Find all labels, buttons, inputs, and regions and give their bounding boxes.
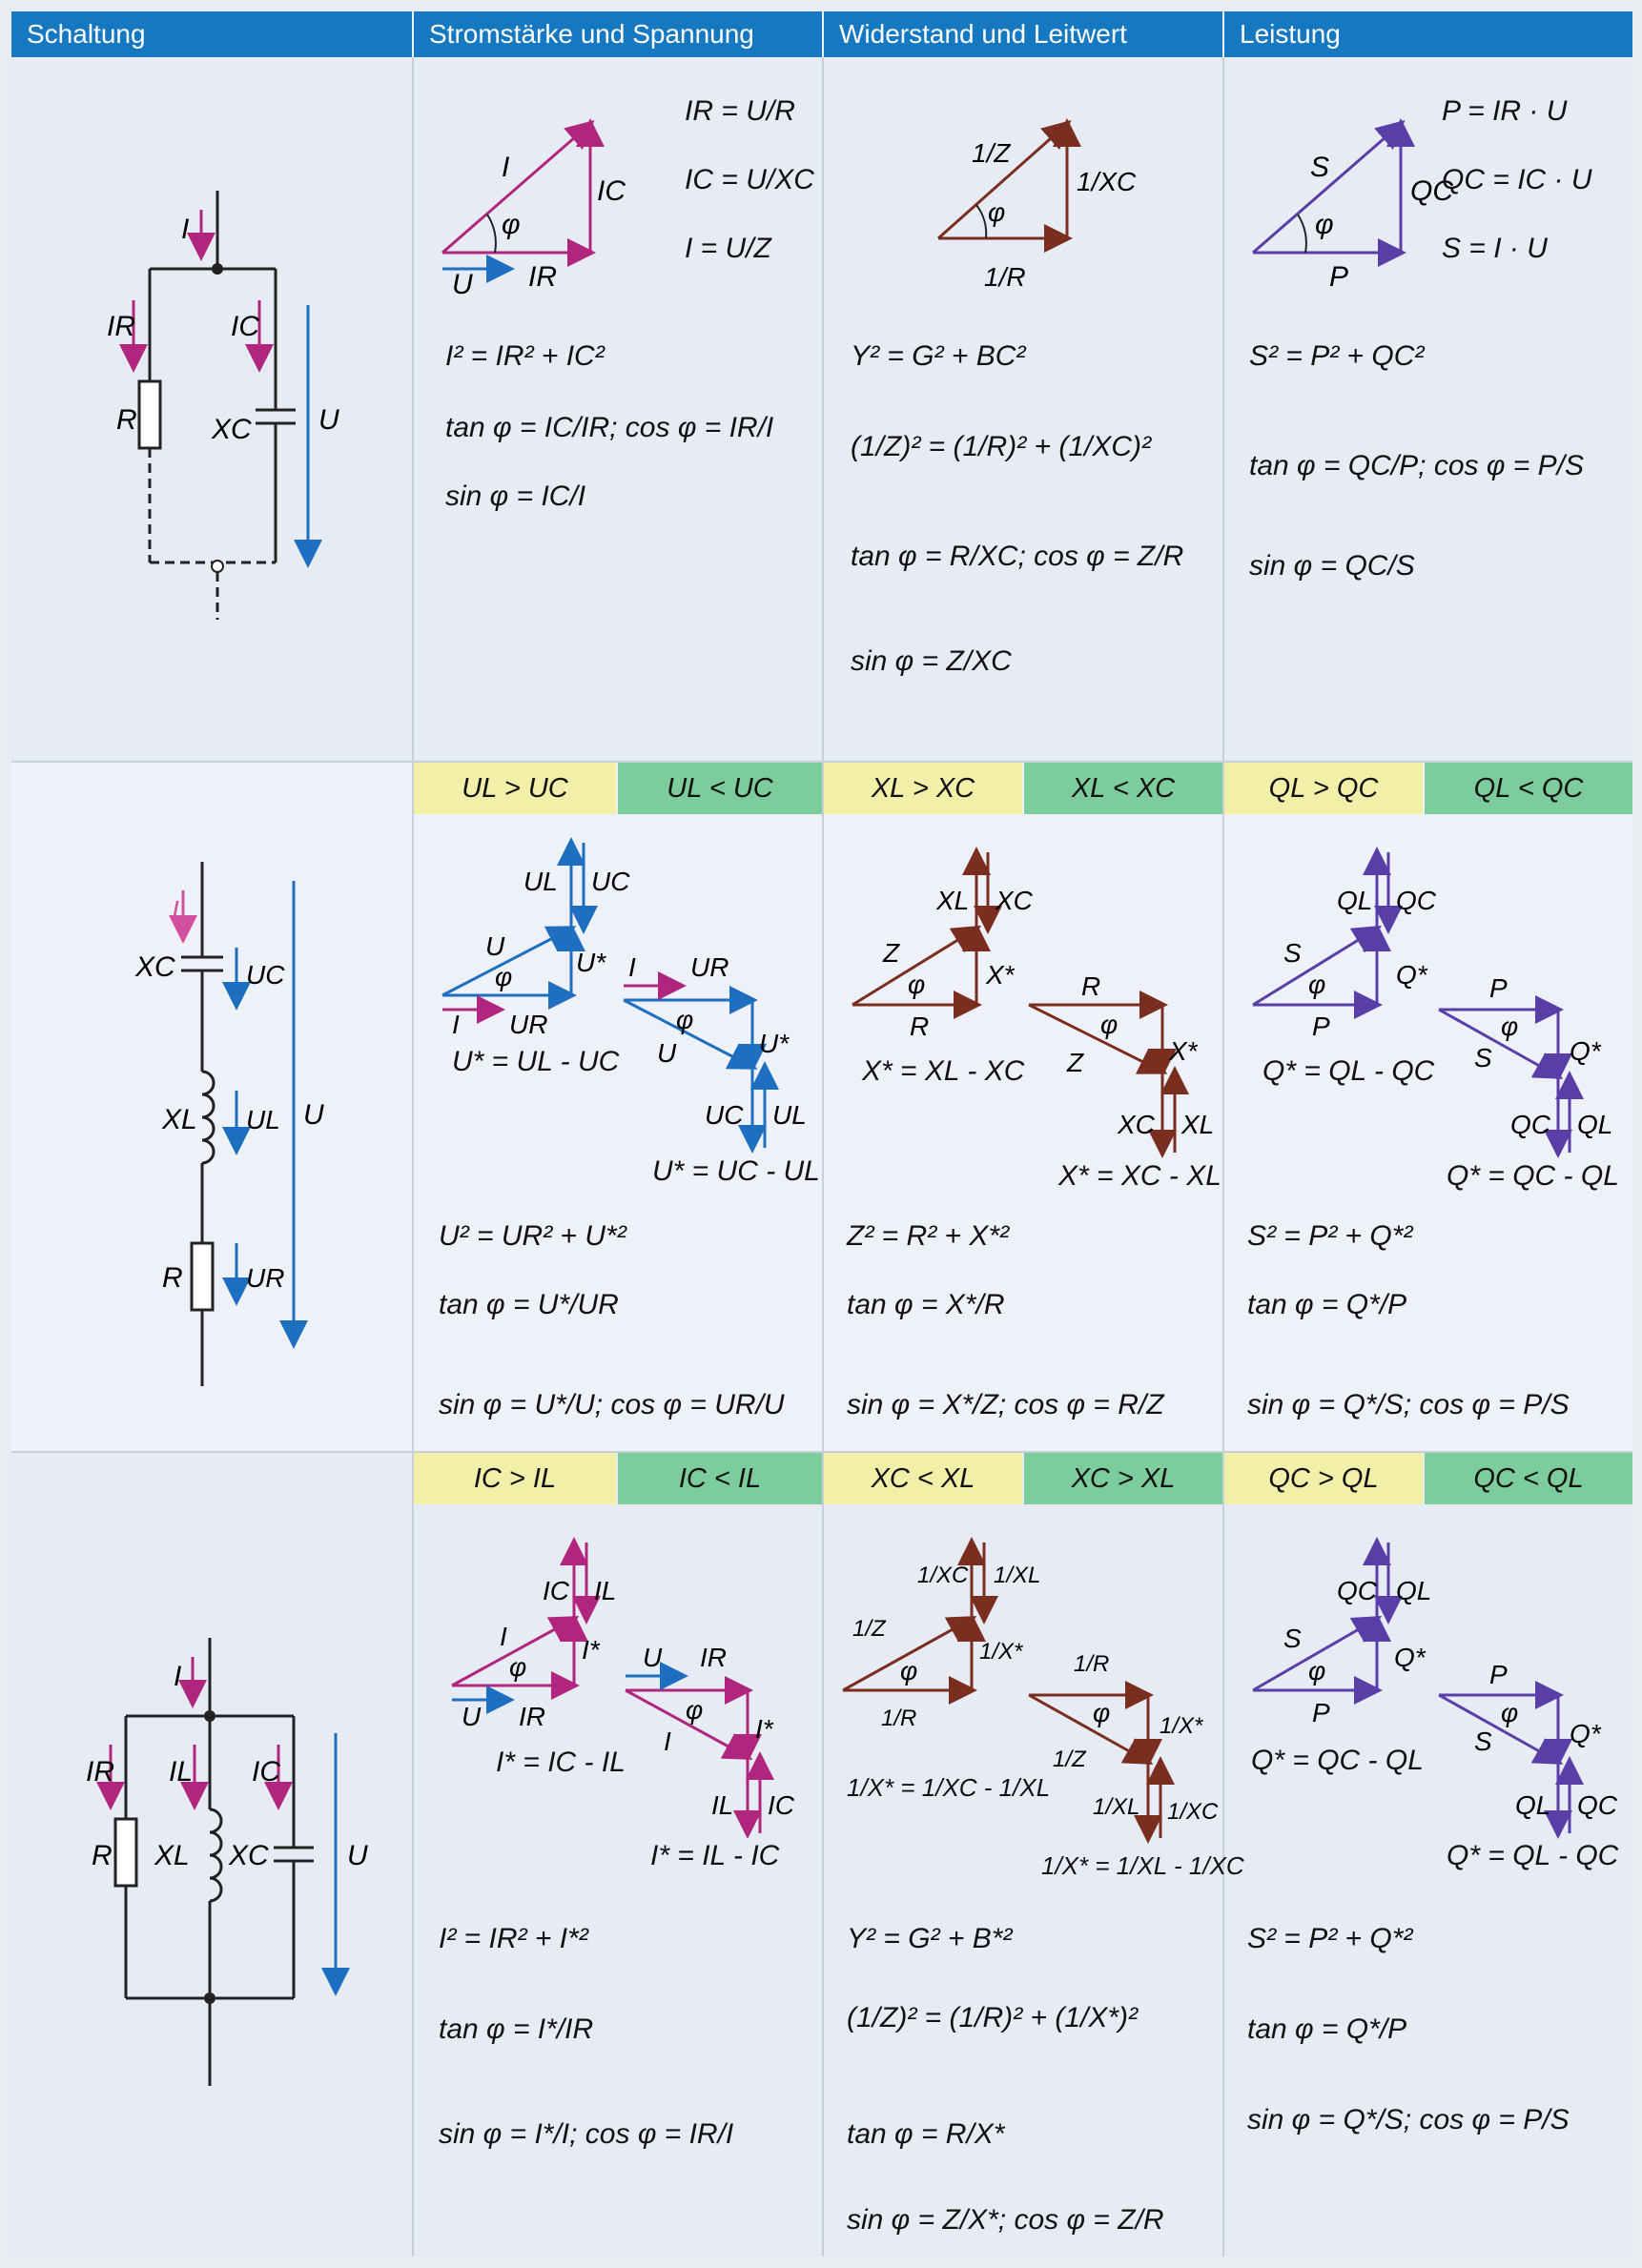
label-UR: UR [690,952,729,982]
label-IC: IC [543,1576,569,1605]
label-XC: XC [135,951,175,983]
label-QL: QL [1515,1790,1551,1820]
label-QL: QL [1337,886,1373,915]
label-S: S [1283,1624,1302,1653]
label-Qstar: Q* [1570,1036,1601,1066]
label-phi: φ [1501,1698,1519,1727]
label-phi: φ [502,209,521,240]
label-S: S [1474,1043,1492,1073]
label-R: R [910,1011,930,1041]
formula: IR = U/R [685,95,795,127]
formula: tan φ = R/XC; cos φ = Z/R [851,541,1184,572]
label-U: U [643,1643,663,1672]
label-U: U [347,1840,368,1871]
formula: 1/X* = 1/XC - 1/XL [847,1773,1051,1802]
formula: I² = IR² + IC² [445,340,605,372]
label-1-over-R: 1/R [1074,1651,1110,1677]
formula: X* = XL - XC [862,1055,1025,1087]
label-phi: φ [495,962,513,991]
header-schaltung: Schaltung [11,11,412,57]
label-U: U [462,1702,482,1731]
formula: S = I · U [1442,233,1548,264]
formula: U* = UL - UC [452,1046,620,1077]
circuit-rc-parallel [11,57,412,761]
formula: U² = UR² + U*² [439,1220,626,1252]
formula: I² = IR² + I*² [439,1923,588,1954]
condition-label: UL > UC [414,763,616,814]
label-U: U [485,931,505,961]
label-UC: UC [246,960,285,990]
formula: P = IR · U [1442,95,1568,127]
circuit-series-clr [11,814,412,1451]
formula: sin φ = X*/Z; cos φ = R/Z [847,1389,1164,1420]
label-IR: IR [107,311,135,342]
label-U: U [303,1099,324,1131]
formula: Y² = G² + BC² [851,340,1026,372]
condition-label: XC < XL [824,1453,1022,1504]
label-XC: XC [212,414,252,445]
label-QC: QC [1510,1110,1550,1139]
condition-label: XC > XL [1024,1453,1222,1504]
circuit-rlc-parallel [11,1504,412,2257]
label-1-over-Z: 1/Z [972,138,1011,168]
label-UR: UR [509,1010,548,1039]
label-XL: XL [936,886,970,915]
formula: S² = P² + Q*² [1247,1923,1413,1954]
condition-label: IC < IL [618,1453,822,1504]
label-U: U [657,1038,677,1068]
label-XL: XL [1181,1110,1215,1139]
admittance-triangles [824,1504,1222,1867]
label-QC: QC [1410,175,1453,207]
label-Istar: I* [582,1635,600,1665]
formula: sin φ = IC/I [445,480,586,512]
label-P: P [1489,973,1508,1003]
label-1-over-Xstar: 1/X* [979,1639,1023,1665]
voltage-phasor-diagrams [414,814,822,1215]
label-R: R [1081,971,1101,1001]
formula: tan φ = X*/R [847,1289,1005,1320]
label-1-over-XC: 1/XC [1167,1799,1219,1825]
formula: Y² = G² + B*² [847,1923,1013,1954]
label-IC: IC [768,1790,794,1820]
formula: sin φ = Q*/S; cos φ = P/S [1247,1389,1570,1420]
formula: I = U/Z [685,233,771,264]
label-QL: QL [1577,1110,1613,1139]
formula: sin φ = U*/U; cos φ = UR/U [439,1389,785,1420]
label-U: U [452,269,473,300]
label-phi: φ [1308,1656,1326,1686]
label-I: I [172,895,179,925]
label-R: R [116,404,137,436]
header-power: Leistung [1224,11,1632,57]
condition-label: UL < UC [618,763,822,814]
condition-label: XL < XC [1024,763,1222,814]
label-I: I [174,1661,182,1692]
label-phi: φ [1093,1698,1111,1727]
label-XC: XC [995,886,1033,915]
formula: (1/Z)² = (1/R)² + (1/X*)² [847,2002,1139,2033]
label-IR: IR [519,1702,545,1731]
power-triangles [1224,814,1632,1215]
label-Z: Z [1067,1048,1084,1077]
label-phi: φ [676,1005,694,1034]
current-phasor-diagrams [414,1504,822,1895]
label-phi: φ [509,1652,527,1682]
label-phi: φ [1100,1010,1119,1039]
label-Z: Z [883,938,900,968]
label-1-over-R: 1/R [881,1706,917,1731]
label-Ustar: U* [759,1029,790,1058]
label-UC: UC [705,1100,744,1130]
formula: Q* = QC - QL [1251,1745,1424,1776]
label-1-over-XL: 1/XL [1093,1794,1140,1820]
power-triangle [1224,57,1453,305]
label-IR: IR [700,1643,727,1672]
label-IR: IR [86,1756,114,1788]
label-phi: φ [900,1656,918,1686]
label-phi: φ [1501,1011,1519,1041]
label-phi: φ [988,197,1006,227]
formula: QC = IC · U [1442,164,1592,195]
formula: (1/Z)² = (1/R)² + (1/XC)² [851,431,1152,462]
label-UR: UR [246,1263,285,1293]
label-I: I [502,152,510,183]
label-phi: φ [1315,209,1334,240]
condition-label: QC < QL [1425,1453,1632,1504]
formula: tan φ = U*/UR [439,1289,619,1320]
label-UC: UC [591,867,630,896]
label-IR: IR [528,261,557,293]
formula: 1/X* = 1/XL - 1/XC [1041,1851,1244,1880]
label-1-over-Z: 1/Z [852,1616,886,1642]
label-Qstar: Q* [1570,1719,1601,1748]
label-phi: φ [686,1695,704,1725]
label-P: P [1489,1660,1508,1689]
label-phi: φ [908,970,926,999]
label-S: S [1474,1727,1492,1756]
label-QL: QL [1396,1576,1432,1605]
label-XC: XC [1118,1110,1155,1139]
label-IC: IC [252,1756,280,1788]
formula: tan φ = IC/IR; cos φ = IR/I [445,412,774,443]
condition-label: QL > QC [1224,763,1423,814]
condition-label: QL < QC [1425,763,1632,814]
label-Ustar: U* [576,948,606,977]
label-P: P [1329,261,1349,293]
label-P: P [1312,1011,1330,1041]
label-phi: φ [1308,970,1326,999]
label-S: S [1310,152,1330,183]
condition-label: IC > IL [414,1453,616,1504]
label-1-over-Xstar: 1/X* [1160,1713,1203,1739]
label-IL: IL [711,1790,734,1820]
formula: sin φ = QC/S [1249,550,1415,582]
formula: tan φ = R/X* [847,2118,1005,2150]
label-R: R [162,1262,183,1294]
formula: Q* = QL - QC [1447,1840,1619,1871]
label-Xstar: X* [986,960,1015,990]
label-IL: IL [169,1756,194,1788]
label-U: U [318,404,339,436]
power-triangles [1224,1504,1632,1867]
label-I: I [181,214,190,245]
impedance-triangles [824,814,1222,1215]
label-S: S [1283,938,1302,968]
label-Istar: I* [755,1714,773,1744]
label-UL: UL [246,1105,280,1134]
label-P: P [1312,1698,1330,1727]
formula: S² = P² + QC² [1249,340,1425,372]
label-IC: IC [231,311,259,342]
label-UL: UL [523,867,558,896]
formula: sin φ = Z/X*; cos φ = Z/R [847,2204,1164,2236]
label-XL: XL [162,1104,197,1135]
condition-label: XL > XC [824,763,1022,814]
formula: S² = P² + Q*² [1247,1220,1413,1252]
formula: IC = U/XC [685,164,814,195]
label-R: R [92,1840,113,1871]
label-QC: QC [1337,1576,1377,1605]
label-1-over-XC: 1/XC [917,1563,969,1588]
label-1-over-R: 1/R [984,262,1026,292]
label-I: I [500,1622,507,1651]
formula: sin φ = I*/I; cos φ = IR/I [439,2118,734,2150]
formula: U* = UC - UL [652,1155,820,1187]
admittance-triangle [824,57,1222,305]
label-1-over-XC: 1/XC [1077,167,1137,196]
formula: tan φ = QC/P; cos φ = P/S [1249,450,1584,481]
label-Xstar: X* [1169,1036,1198,1066]
label-XC: XC [229,1840,269,1871]
label-IC: IC [597,175,626,207]
label-1-over-Z: 1/Z [1053,1747,1086,1772]
header-current-voltage: Stromstärke und Spannung [414,11,822,57]
label-QC: QC [1577,1790,1617,1820]
label-I: I [664,1727,671,1756]
label-IL: IL [594,1576,617,1605]
formula: I* = IL - IC [650,1840,780,1871]
label-UL: UL [772,1100,807,1130]
label-I: I [628,952,636,982]
formula: sin φ = Q*/S; cos φ = P/S [1247,2104,1570,2135]
formula: X* = XC - XL [1058,1160,1221,1192]
label-Qstar: Q* [1394,1643,1426,1672]
formula: Q* = QC - QL [1447,1160,1619,1192]
formula-table [11,11,1632,2257]
label-Qstar: Q* [1396,960,1427,990]
condition-label: QC > QL [1224,1453,1423,1504]
formula: tan φ = Q*/P [1247,2013,1407,2045]
formula: tan φ = I*/IR [439,2013,594,2045]
label-QC: QC [1396,886,1436,915]
label-I: I [452,1010,460,1039]
formula: Q* = QL - QC [1262,1055,1435,1087]
label-1-over-XL: 1/XL [994,1563,1041,1588]
formula: sin φ = Z/XC [851,645,1012,677]
header-resistance: Widerstand und Leitwert [824,11,1222,57]
formula: tan φ = Q*/P [1247,1289,1407,1320]
formula: I* = IC - IL [496,1747,626,1778]
formula: Z² = R² + X*² [847,1220,1010,1252]
label-XL: XL [154,1840,190,1871]
